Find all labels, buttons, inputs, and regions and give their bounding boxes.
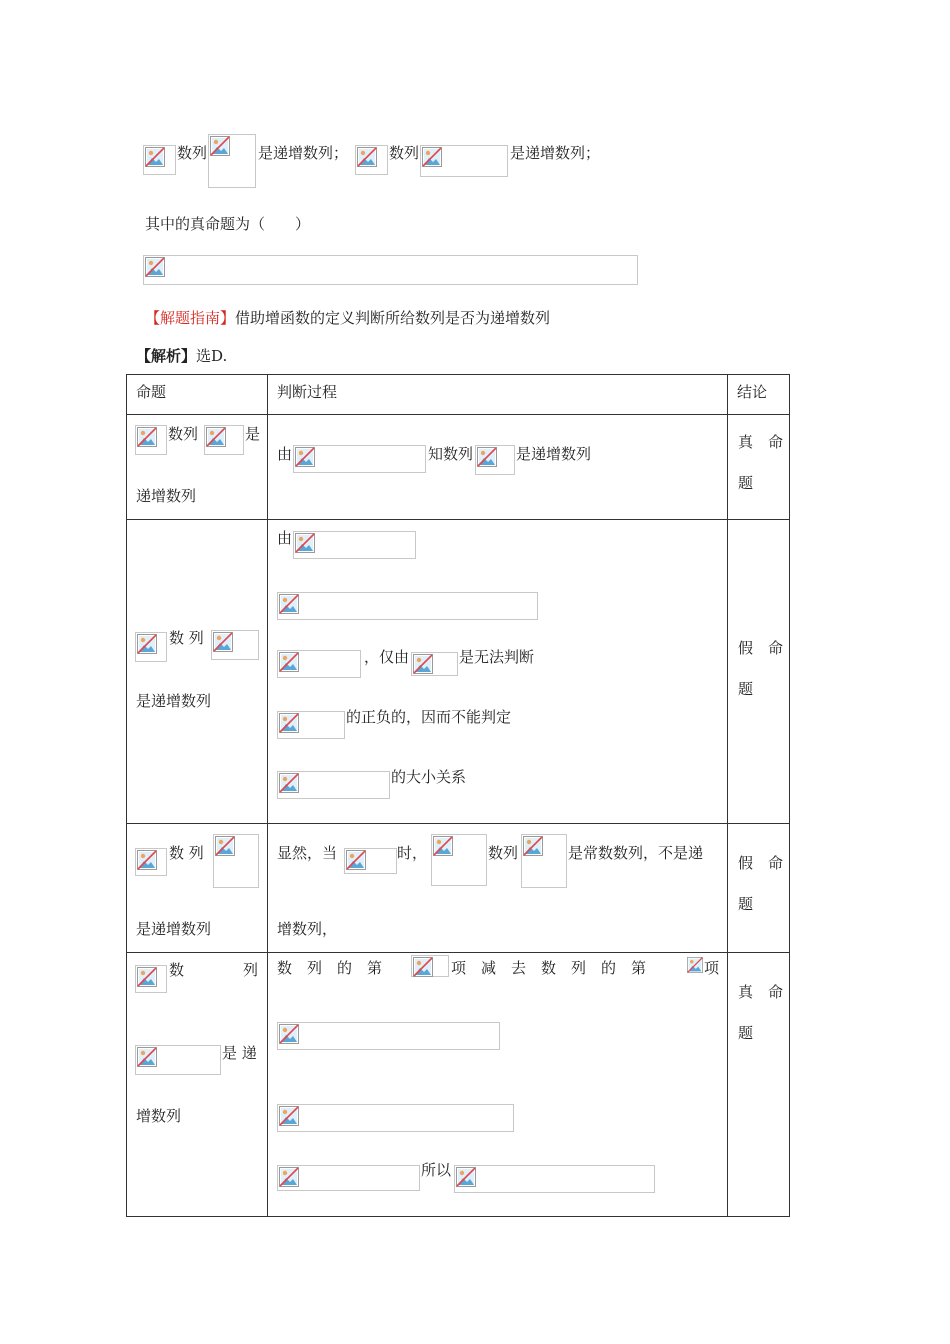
text: 增数列， (277, 920, 338, 938)
text: 题 (738, 1024, 754, 1042)
header-label: 判断过程 (277, 383, 338, 401)
text: 是递增数列； (510, 144, 601, 162)
text: 题 (738, 680, 754, 698)
formula-image (344, 848, 397, 874)
text: 由 (277, 529, 293, 547)
guide-text: 借助增函数的定义判断所给数列是否为递增数列 (235, 309, 551, 327)
row1-conclusion (728, 415, 790, 520)
row3-conclusion (728, 824, 790, 953)
answer-options-image (143, 255, 638, 285)
formula-image (293, 445, 426, 473)
formula-image (135, 632, 167, 662)
analysis-table (126, 374, 790, 1217)
broken-image-icon (279, 1167, 299, 1187)
formula-image (355, 145, 388, 175)
row2-proposition (127, 520, 268, 824)
broken-image-icon (295, 447, 315, 467)
header-process (268, 375, 728, 415)
text: 数列 (177, 144, 208, 162)
guide-line (145, 307, 550, 328)
formula-image (277, 650, 361, 678)
header-label: 结论 (737, 383, 768, 401)
broken-image-icon (279, 1024, 299, 1044)
text: 数 列 的 第 (277, 959, 383, 977)
text: 时， (397, 844, 428, 862)
text: 假 命 (738, 639, 784, 657)
row4-process (268, 953, 728, 1217)
row2-process (268, 520, 728, 824)
formula-image (277, 1104, 514, 1132)
row2-conclusion (728, 520, 790, 824)
broken-image-icon (210, 136, 230, 156)
formula-image (411, 955, 449, 977)
broken-image-icon (477, 447, 497, 467)
text: 项 减 去 数 列 的 第 (451, 959, 647, 977)
broken-image-icon (137, 967, 157, 987)
broken-image-icon (346, 850, 366, 870)
formula-image (135, 965, 167, 993)
broken-image-icon (357, 147, 377, 167)
broken-image-icon (279, 773, 299, 793)
broken-image-icon (137, 427, 157, 447)
formula-image (420, 145, 508, 177)
broken-image-icon (137, 634, 157, 654)
broken-image-icon (213, 632, 233, 652)
text: 的大小关系 (391, 768, 467, 786)
broken-image-icon (206, 427, 226, 447)
broken-image-icon (456, 1167, 476, 1187)
text: 递增数列 (136, 487, 197, 505)
row3-process (268, 824, 728, 953)
broken-image-icon (687, 957, 703, 973)
broken-image-icon (145, 147, 165, 167)
text: 的正负的，因而不能判定 (346, 708, 512, 726)
formula-image (135, 848, 167, 876)
text: ，仅由 (364, 648, 410, 666)
header-proposition (127, 375, 268, 415)
broken-image-icon (145, 257, 165, 277)
formula-image (143, 145, 176, 175)
text: 项 (704, 959, 720, 977)
formula-image (135, 1045, 221, 1075)
formula-image (211, 630, 259, 660)
header-conclusion (728, 375, 790, 415)
text: 增数列 (136, 1107, 182, 1125)
formula-image (454, 1165, 655, 1193)
formula-image (277, 711, 345, 739)
broken-image-icon (279, 713, 299, 733)
broken-image-icon (215, 836, 235, 856)
text: 题 (738, 474, 754, 492)
text: 题 (738, 895, 754, 913)
text: 数 (169, 961, 185, 979)
broken-image-icon (137, 850, 157, 870)
broken-image-icon (413, 654, 433, 674)
formula-image (213, 834, 259, 888)
text: 所以 (421, 1161, 452, 1179)
analysis-text: 选D. (196, 347, 228, 365)
formula-image (293, 531, 416, 559)
formula-image (135, 425, 167, 455)
row3-proposition (127, 824, 268, 953)
text: 是递增数列 (136, 920, 212, 938)
broken-image-icon (433, 836, 453, 856)
broken-image-icon (279, 1106, 299, 1126)
text: 假 命 (738, 854, 784, 872)
text: 是无法判断 (459, 648, 535, 666)
formula-image (277, 1022, 500, 1050)
formula-image (277, 592, 538, 620)
row4-conclusion (728, 953, 790, 1217)
text: 是递增数列 (516, 445, 592, 463)
guide-label: 【解题指南】 (145, 309, 236, 327)
formula-image (687, 957, 703, 975)
broken-image-icon (523, 836, 543, 856)
broken-image-icon (279, 594, 299, 614)
text: 显然，当 (277, 844, 338, 862)
broken-image-icon (137, 1047, 157, 1067)
broken-image-icon (279, 652, 299, 672)
text: 真 命 (738, 983, 784, 1001)
formula-image (277, 1165, 420, 1191)
formula-image (277, 771, 390, 799)
text: 由 (277, 445, 293, 463)
text: 数 列 (169, 629, 204, 647)
row1-proposition (127, 415, 268, 520)
text: 数列 (168, 425, 199, 443)
text: 是递增数列 (136, 692, 212, 710)
text: 是递增数列； (258, 144, 349, 162)
broken-image-icon (413, 957, 433, 977)
formula-image (411, 652, 458, 676)
text: 是常数数列，不是递 (568, 844, 704, 862)
text: 数列 (389, 144, 420, 162)
analysis-line (136, 345, 227, 366)
text: 知数列 (428, 445, 474, 463)
formula-image (475, 445, 515, 475)
row4-proposition (127, 953, 268, 1217)
text: 数 列 (169, 844, 204, 862)
formula-image (204, 425, 244, 455)
text: 是 (245, 425, 261, 443)
analysis-label: 【解析】 (136, 347, 197, 365)
question-text: 其中的真命题为（ ） (145, 215, 311, 233)
text: 是 递 (222, 1044, 257, 1062)
text: 列 (243, 961, 259, 979)
formula-image (521, 834, 567, 888)
broken-image-icon (295, 533, 315, 553)
text: 数列 (488, 844, 519, 862)
broken-image-icon (422, 147, 442, 167)
header-label: 命题 (136, 383, 167, 401)
row1-process (268, 415, 728, 520)
formula-image (208, 134, 256, 188)
formula-image (431, 834, 487, 886)
text: 真 命 (738, 433, 784, 451)
